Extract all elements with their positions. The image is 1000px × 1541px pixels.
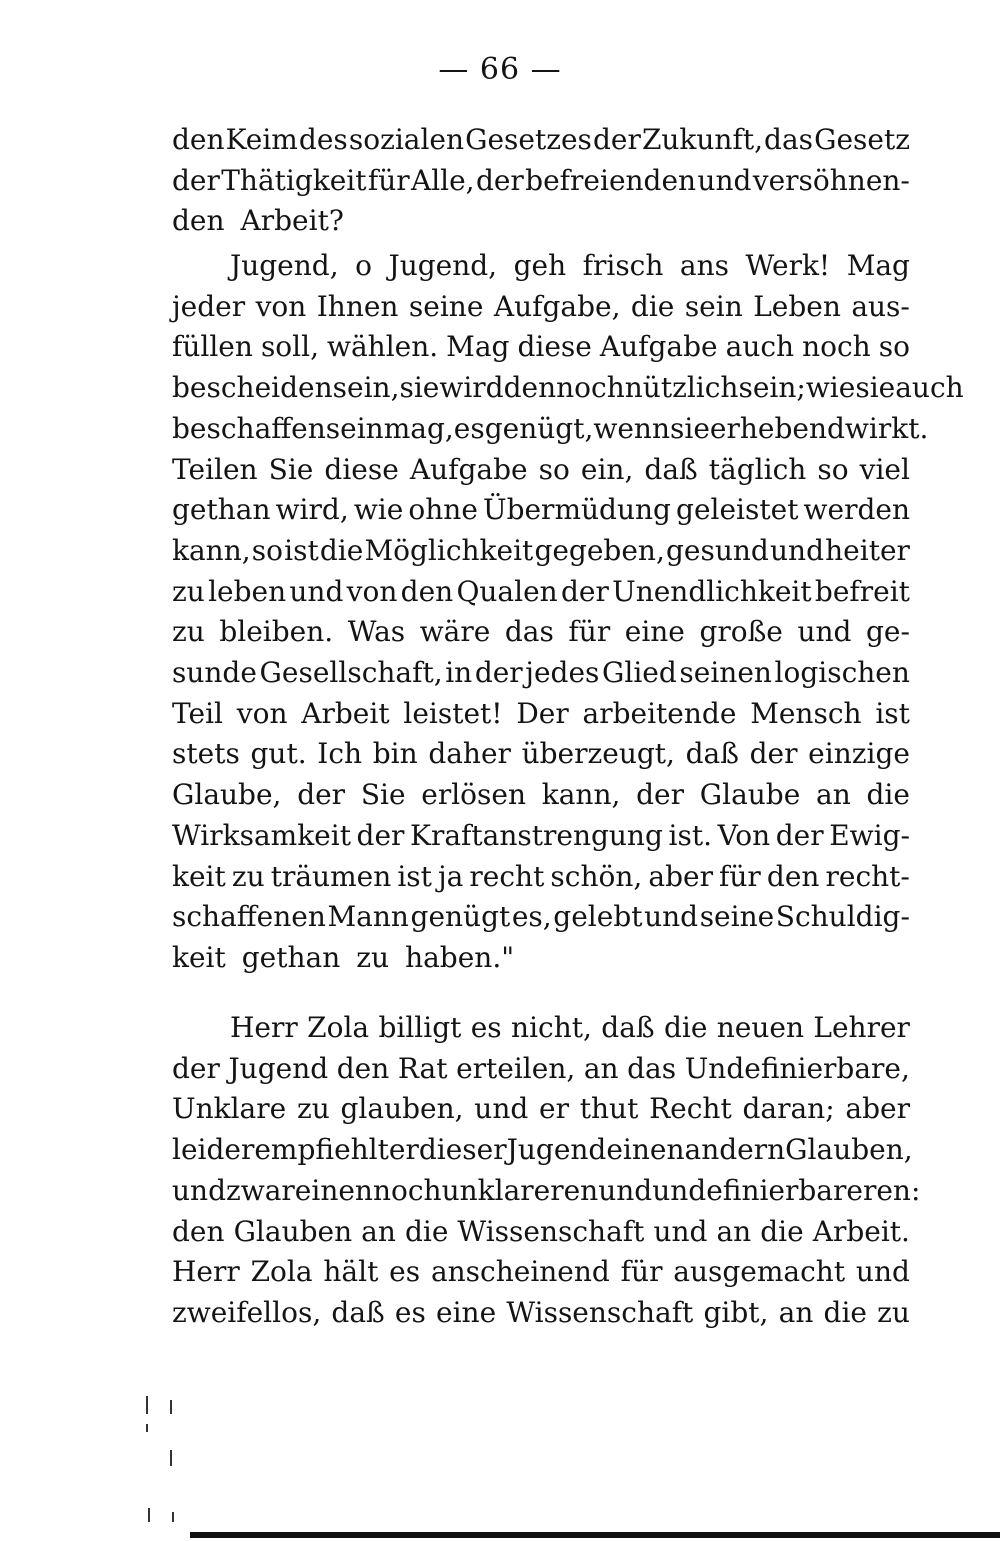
text-line: den Arbeit?	[172, 204, 344, 238]
text-line: keit zu träumen ist ja recht schön, aber für den recht-	[172, 859, 910, 893]
text-line: zu bleiben. Was wäre das für eine große und ge-	[172, 615, 910, 649]
text-line: füllen soll, wählen. Mag diese Aufgabe auch noch so	[172, 330, 910, 364]
text-line: stets gut. Ich bin daher überzeugt, daß der einzige	[172, 737, 910, 771]
text-line: kann, so ist die Möglichkeit gegeben, gesund und heiter	[172, 533, 910, 567]
text-line: Teil von Arbeit leistet! Der arbeitende Mensch ist	[172, 696, 910, 730]
text-line: Herr Zola billigt es nicht, daß die neuen Lehrer	[230, 1011, 910, 1044]
text-line: beschaffen sein mag, es genügt, wenn sie erhebend wirkt.	[172, 411, 929, 445]
text-line: sunde Gesellschaft, in der jedes Glied seinen logischen	[172, 656, 910, 689]
text-line: der Thätigkeit für Alle, der befreienden und versöhnen-	[172, 163, 910, 197]
text-line: Wirksamkeit der Kraftanstrengung ist. Von der Ewig-	[172, 818, 910, 852]
text-line: den Keim des sozialen Gesetzes der Zukunft, das Gesetz	[172, 123, 910, 156]
page-number: — 66 —	[438, 52, 562, 87]
text-line: gethan wird, wie ohne Übermüdung geleistet werden	[172, 493, 910, 527]
text-line: und zwar einen noch unklareren und undefinierbareren:	[172, 1173, 921, 1207]
text-line: bescheiden sein, sie wird dennoch nützlich sein; wie sie auch	[172, 371, 964, 405]
text-line: jeder von Ihnen seine Aufgabe, die sein Leben aus-	[172, 289, 910, 323]
bottom-rule	[190, 1532, 1000, 1538]
text-line: Teilen Sie diese Aufgabe so ein, daß täglich so viel	[172, 452, 910, 486]
margin-marks	[144, 1390, 180, 1530]
text-line: der Jugend den Rat erteilen, an das Undefinierbare,	[172, 1051, 910, 1085]
text-line: Glaube, der Sie erlösen kann, der Glaube an die	[172, 778, 910, 812]
text-line: schaffenen Mann genügt es, gelebt und seine Schuldig-	[172, 900, 910, 934]
text-line: Jugend, o Jugend, geh frisch ans Werk! Mag	[230, 249, 910, 282]
text-line: keit gethan zu haben."	[172, 940, 515, 974]
text-line: Unklare zu glauben, und er thut Recht daran; aber	[172, 1092, 910, 1126]
text-line: den Glauben an die Wissenschaft und an die Arbeit.	[172, 1214, 910, 1248]
text-line: zweifellos, daß es eine Wissenschaft gibt, an die zu	[172, 1295, 910, 1329]
text-line: Herr Zola hält es anscheinend für ausgemacht und	[172, 1255, 910, 1289]
text-line: zu leben und von den Qualen der Unendlichkeit befreit	[172, 574, 910, 608]
text-line: leider empfiehlt er dieser Jugend einen andern Glauben,	[172, 1133, 913, 1167]
